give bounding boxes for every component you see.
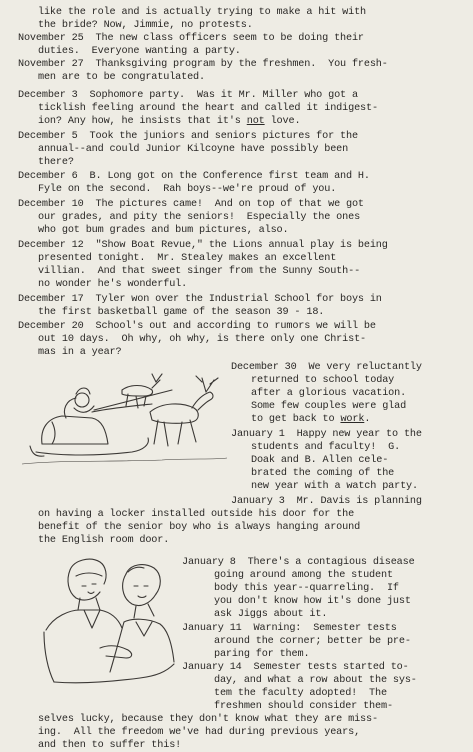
entry-december-6: December 6 B. Long got on the Conference first team and H. xyxy=(18,171,370,182)
entry-december-30: December 30 We very reluctantly xyxy=(231,362,422,373)
text-line: annual--and could Junior Kilcoyne have possibly been xyxy=(38,144,349,155)
text-line: returned to school today xyxy=(251,375,395,386)
entry-december-5: December 5 Took the juniors and seniors pictures for the xyxy=(18,131,358,142)
entry-january-3: January 3 Mr. Davis is planning xyxy=(231,496,422,507)
text-line: you don't know how it's done just xyxy=(214,596,411,607)
text-line: brated the coming of the xyxy=(251,468,395,479)
text-line: body this year--quarreling. If xyxy=(214,583,399,594)
reindeer-sleigh-illustration xyxy=(22,360,227,480)
text-line: after a glorious vacation. xyxy=(251,388,407,399)
entry-january-1: January 1 Happy new year to the xyxy=(231,429,422,440)
text-line: and then to suffer this! xyxy=(38,740,182,751)
underlined-word: not xyxy=(246,116,265,127)
text-line: who got bum grades and bum pictures, also. xyxy=(38,225,289,236)
text-segment: ion? Any how, he insists that it's xyxy=(38,116,247,127)
text-segment: love. xyxy=(264,116,301,127)
text-line: new year with a watch party. xyxy=(251,481,418,492)
entry-november-25: November 25 The new class officers seem to be doing their xyxy=(18,33,364,44)
couple-illustration xyxy=(40,552,180,712)
text-line: our grades, and pity the seniors! Especially the ones xyxy=(38,212,361,223)
text-segment: to get back to xyxy=(251,414,341,425)
text-line: students and faculty! G. xyxy=(251,442,401,453)
text-line: the English room door. xyxy=(38,535,170,546)
text-line: duties. Everyone wanting a party. xyxy=(38,46,241,57)
text-line: like the role and is actually trying to make a hit with xyxy=(38,7,366,18)
entry-january-14: January 14 Semester tests started to- xyxy=(182,662,409,673)
text-line: going around among the student xyxy=(214,570,393,581)
text-line xyxy=(251,413,370,426)
text-line: out 10 days. Oh why, oh why, is there only one Christ- xyxy=(38,334,366,345)
entry-january-8: January 8 There's a contagious disease xyxy=(182,557,415,568)
underlined-word: work xyxy=(340,414,365,425)
text-line: ing. All the freedom we've had during previous years, xyxy=(38,727,361,738)
entry-december-10: December 10 The pictures came! And on top of that we got xyxy=(18,199,364,210)
entry-december-12: December 12 "Show Boat Revue," the Lions annual play is being xyxy=(18,240,388,251)
text-line: paring for them. xyxy=(214,649,310,660)
text-line: the first basketball game of the season 39 - 18. xyxy=(38,307,325,318)
text-line: selves lucky, because they don't know what they are miss- xyxy=(38,714,378,725)
text-line: Fyle on the second. Rah boys--we're proud of you. xyxy=(38,184,337,195)
text-line: there? xyxy=(38,157,74,168)
text-line: mas in a year? xyxy=(38,347,122,358)
text-line xyxy=(38,115,300,128)
entry-december-3: December 3 Sophomore party. Was it Mr. Miller who got a xyxy=(18,90,358,101)
text-line: benefit of the senior boy who is always hanging around xyxy=(38,522,361,533)
text-line: on having a locker installed outside his door for the xyxy=(38,509,355,520)
text-line: ticklish feeling around the heart and called it indigest- xyxy=(38,103,378,114)
text-line: around the corner; better be pre- xyxy=(214,636,411,647)
text-line: presented tonight. Mr. Stealey makes an excellent xyxy=(38,253,337,264)
text-line: villian. And that sweet singer from the Sunny South-- xyxy=(38,266,361,277)
entry-december-20: December 20 School's out and according to rumors we will be xyxy=(18,321,376,332)
text-line: day, and what a row about the sys- xyxy=(214,675,417,686)
text-line: Doak and B. Allen cele- xyxy=(251,455,389,466)
text-line: the bride? Now, Jimmie, no protests. xyxy=(38,20,253,31)
entry-december-17: December 17 Tyler won over the Industrial School for boys in xyxy=(18,294,382,305)
entry-january-11: January 11 Warning: Semester tests xyxy=(182,623,397,634)
text-line: men are to be congratulated. xyxy=(38,72,205,83)
text-line: no wonder he's wonderful. xyxy=(38,279,188,290)
text-line: Some few couples were glad xyxy=(251,401,407,412)
entry-november-27: November 27 Thanksgiving program by the freshmen. You fresh- xyxy=(18,59,388,70)
text-line: ask Jiggs about it. xyxy=(214,609,328,620)
text-line: tem the faculty adopted! The xyxy=(214,688,387,699)
text-segment: . xyxy=(364,414,371,425)
text-line: freshmen should consider them- xyxy=(214,701,393,712)
